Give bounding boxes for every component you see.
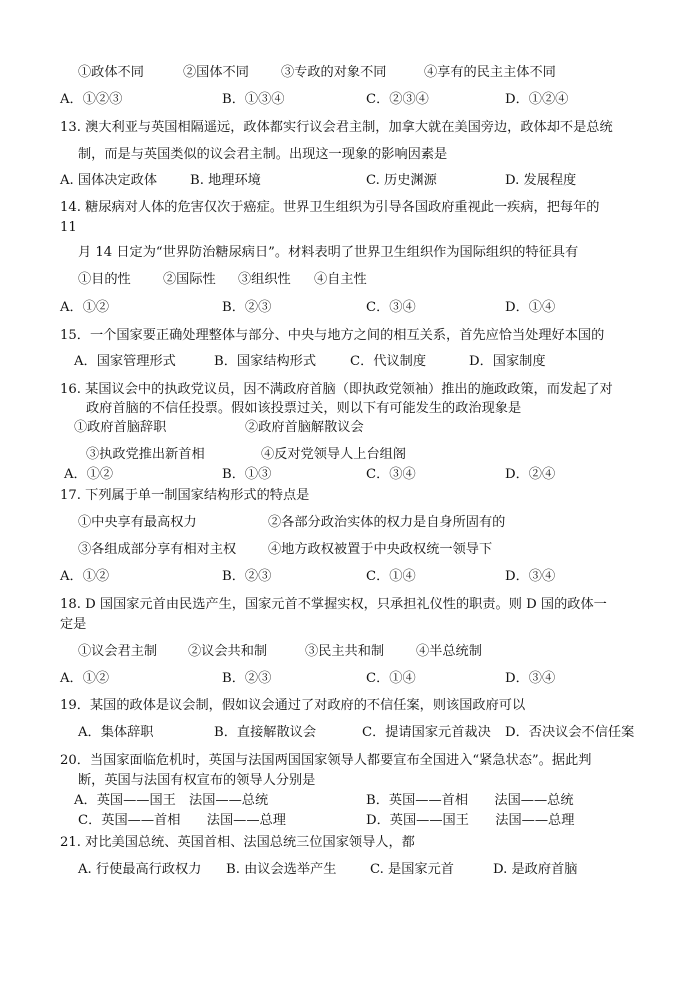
q16-option-d: D．②④ <box>505 467 556 482</box>
q15-option-d: D．国家制度 <box>469 354 546 369</box>
q16-option-c: C．③④ <box>366 467 416 482</box>
q12-option-a: A．①②③ <box>60 92 123 107</box>
q14-option-b: B．②③ <box>222 300 272 315</box>
q21-option-a: A. 行使最高行政权力 <box>78 862 202 877</box>
q18-option-a: A．①② <box>60 671 110 686</box>
q21-option-d: D. 是政府首脑 <box>493 862 578 877</box>
q15-option-a: A．国家管理形式 <box>74 354 176 369</box>
q20-stem-line-1: 20．当国家面临危机时，英国与法国两国国家领导人都要宣布全国进入“紧急状态”。据此判 <box>60 753 592 768</box>
q20-option-d: D．英国——国王 法国——总理 <box>366 813 575 828</box>
q20-option-c: C．英国——首相 法国——总理 <box>78 813 286 828</box>
q14-option-d: D．①④ <box>505 300 556 315</box>
q19-option-b: B．直接解散议会 <box>214 725 317 740</box>
q14-item-4: ④自主性 <box>314 272 367 287</box>
q13-option-c: C. 历史渊源 <box>366 173 437 188</box>
q20-stem-line-2: 断，英国与法国有权宣布的领导人分别是 <box>78 773 316 788</box>
q13-option-b: B. 地理环境 <box>190 173 261 188</box>
q14-item-1: ①目的性 <box>78 272 131 287</box>
q17-stem-line-1: 17. 下列属于单一制国家结构形式的特点是 <box>60 488 310 503</box>
q19-option-c: C．提请国家元首裁决 <box>362 725 491 740</box>
q18-option-b: B．②③ <box>222 671 272 686</box>
q15-option-b: B．国家结构形式 <box>214 354 317 369</box>
q16-option-a: A．①② <box>64 467 114 482</box>
q17-option-a: A．①② <box>60 569 110 584</box>
q19-stem-line-1: 19．某国的政体是议会制，假如议会通过了对政府的不信任案，则该国政府可以 <box>60 698 526 713</box>
q21-option-b: B. 由议会选举产生 <box>226 862 337 877</box>
q15-option-c: C．代议制度 <box>350 354 427 369</box>
q16-item-1: ①政府首脑辞职 <box>74 420 167 435</box>
q17-item-1: ①中央享有最高权力 <box>78 515 197 530</box>
q17-item-4: ④地方政权被置于中央政权统一领导下 <box>268 542 493 557</box>
q13-option-a: A. 国体决定政体 <box>60 173 158 188</box>
q12-item-4: ④享有的民主主体不同 <box>424 65 556 80</box>
q18-stem-line-2: 定是 <box>60 617 87 632</box>
q18-item-4: ④半总统制 <box>416 644 482 659</box>
q18-item-1: ①议会君主制 <box>78 644 158 659</box>
q13-stem-line-1: 13. 澳大利亚与英国相隔遥远，政体都实行议会君主制，加拿大就在美国旁边，政体却不是总统 <box>60 120 613 135</box>
q17-option-c: C．①④ <box>366 569 416 584</box>
q14-item-2: ②国际性 <box>163 272 216 287</box>
q14-item-3: ③组织性 <box>238 272 291 287</box>
q13-stem-line-2: 制，而是与英国类似的议会君主制。出现这一现象的影响因素是 <box>78 147 448 162</box>
q18-option-c: C．①④ <box>366 671 416 686</box>
q18-option-d: D．③④ <box>505 671 556 686</box>
q17-option-d: D．③④ <box>505 569 556 584</box>
q13-option-d: D. 发展程度 <box>505 173 577 188</box>
q19-option-d: D．否决议会不信任案 <box>505 725 635 740</box>
q16-item-3: ③执政党推出新首相 <box>86 447 205 462</box>
q12-option-b: B．①③④ <box>222 92 285 107</box>
q14-stem-line-2: 11 <box>60 220 77 235</box>
q16-option-b: B．①③ <box>222 467 272 482</box>
q21-option-c: C. 是国家元首 <box>370 862 454 877</box>
q17-item-2: ②各部分政治实体的权力是自身所固有的 <box>268 515 506 530</box>
q16-item-2: ②政府首脑解散议会 <box>245 420 364 435</box>
q14-stem-line-3: 月 14 日定为“世界防治糖尿病日”。材料表明了世界卫生组织作为国际组织的特征具有 <box>78 245 579 260</box>
q20-option-a: A．英国——国王 法国——总统 <box>74 793 269 808</box>
q21-stem-line-1: 21. 对比美国总统、英国首相、法国总统三位国家领导人，都 <box>60 835 415 850</box>
q12-item-3: ③专政的对象不同 <box>281 65 387 80</box>
q19-option-a: A．集体辞职 <box>78 725 154 740</box>
q14-option-a: A．①② <box>60 300 110 315</box>
q18-item-3: ③民主共和制 <box>305 644 385 659</box>
q20-option-b: B．英国——首相 法国——总统 <box>366 793 574 808</box>
q17-item-3: ③各组成部分享有相对主权 <box>78 542 237 557</box>
q14-stem-line-1: 14. 糖尿病对人体的危害仅次于癌症。世界卫生组织为引导各国政府重视此一疾病，把每年的 <box>60 200 600 215</box>
q17-option-b: B．②③ <box>222 569 272 584</box>
q12-option-d: D．①②④ <box>505 92 569 107</box>
q16-item-4: ④反对党领导人上台组阁 <box>261 447 407 462</box>
q12-item-1: ①政体不同 <box>78 65 144 80</box>
q18-item-2: ②议会共和制 <box>188 644 268 659</box>
q14-option-c: C．③④ <box>366 300 416 315</box>
q12-item-2: ②国体不同 <box>183 65 249 80</box>
q12-option-c: C．②③④ <box>366 92 429 107</box>
q16-stem-line-2: 政府首脑的不信任投票。假如该投票过关，则以下有可能发生的政治现象是 <box>86 401 522 416</box>
q16-stem-line-1: 16. 某国议会中的执政党议员，因不满政府首脑（即执政党领袖）推出的施政政策，而发起了对 <box>60 382 613 397</box>
q18-stem-line-1: 18. D 国国家元首由民选产生，国家元首不掌握实权，只承担礼仪性的职责。则 D 国的政体一 <box>60 597 607 612</box>
q15-stem-line-1: 15．一个国家要正确处理整体与部分、中央与地方之间的相互关系，首先应恰当处理好本国的 <box>60 328 605 343</box>
